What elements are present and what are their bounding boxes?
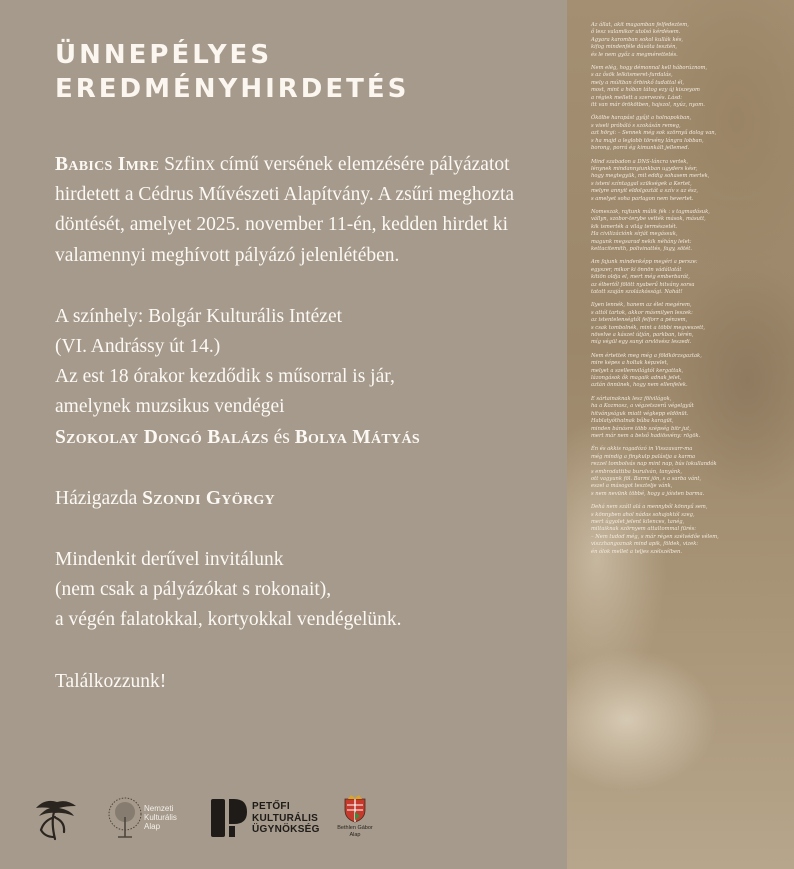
host-label: Házigazda <box>55 487 143 509</box>
poem-line: még mindig a finykulp palástja a karma <box>591 453 696 460</box>
poem-line: kik ismerték a világ természetét. <box>591 223 678 230</box>
cedrus-logo <box>30 795 80 841</box>
poem-line: Agyara karomban sokol kullák kés, <box>591 36 684 43</box>
poem-line: ott vagyunk föl. Barmi jön, s a sarba vánt, <box>591 475 702 482</box>
guest-2: Bolya Mátyás <box>294 426 420 448</box>
pku-text-1: PETŐFI <box>252 801 290 812</box>
poem-line: s ha majd a leglobb törvény lángra lobban, <box>591 137 704 144</box>
poem-stanza <box>591 22 787 59</box>
invite-line-3: a végén falatokkal, kortyokkal vendégelünk. <box>55 609 402 631</box>
poem-line: hogy megtegyük, mit eddig sohasem mertek, <box>591 173 710 180</box>
paragraph-gap <box>55 636 555 667</box>
poem-line: mire képes a holtak képzelet, <box>591 360 669 367</box>
paragraph-gap <box>55 514 555 545</box>
poem-line: melyet a szellemvilágtól kergattak, <box>591 367 684 374</box>
pku-text-3: ÜGYNÖKSÉG <box>252 824 320 835</box>
poem-line: s viseli próbáló s szokásán remeg, <box>591 122 681 129</box>
poem-stanza <box>591 396 787 440</box>
title-line-2: EREDMÉNYHIRDETÉS <box>55 74 410 104</box>
poem-line: s isteni színtaggal szükségek a Kertet, <box>591 180 692 187</box>
poem-line: mely a múltban őrbinkő tudattal él, <box>591 79 685 86</box>
poem-line: melyre annyit eldolgoztát a szív s az ész, <box>591 188 699 195</box>
invite-line-1: Mindenkit derűvel invitálunk <box>55 549 284 571</box>
invitation-body <box>55 150 555 697</box>
poem-stanza <box>591 504 787 556</box>
sponsor-logos <box>28 795 548 845</box>
poem-line: lázongások ők magaik adnak jelet, <box>591 375 682 382</box>
poem-line: kifog mindenféle dúvóta tesztén, <box>591 44 678 51</box>
pku-text-2: KULTURÁLIS <box>252 812 319 824</box>
nka-text-2: Kulturális <box>144 813 177 822</box>
poem-line: Az állat, akit magamban felfedeztem, <box>591 22 689 28</box>
paragraph-gap <box>55 271 555 302</box>
poem-stanza <box>591 302 787 346</box>
poem-line: Ilyen lennék, hanem az élet megérem, <box>591 302 692 309</box>
bga-text-2: Alap <box>349 831 361 838</box>
poem-line: ő lesz valamikor utolsó kérdésem. <box>591 29 681 36</box>
poem-line: s az ősök lelkiismeret-furdalás, <box>591 72 673 79</box>
poem-stanza <box>591 209 787 253</box>
poem-line: Nem értettek meg még a földkörzsgaztak, <box>591 352 702 359</box>
poem-line: kitiön oldja el, mert még emberbarát, <box>591 274 690 281</box>
poem-text <box>591 22 787 562</box>
poem-line: s attól tartok, akkor másmilyen leszek: <box>591 309 693 316</box>
poem-stanza <box>591 65 787 109</box>
poem-line: Én és akkis ragadózó in Visszavarr-ma <box>591 446 693 453</box>
poem-stanza <box>591 159 787 203</box>
invite-line-2: (nem csak a pályázókat s rokonait), <box>55 579 332 601</box>
poem-line: Mind szabadon a DNS-láncra vertek, <box>591 158 689 165</box>
poem-line: a régiek mellett a szervezés. Lásd: <box>591 94 683 101</box>
nka-text-3: Alap <box>144 822 161 831</box>
poem-line: Am fajunk mindenképp megéri a persze: <box>591 259 698 266</box>
poem-line: és le nem győz a megmérettetés. <box>591 51 678 58</box>
poem-line: s könnyben ahol nádas sohajoktól szeg, <box>591 511 695 518</box>
pku-logo <box>210 795 330 843</box>
poem-line: s csak tombolnék, mint a többi megveszett, <box>591 324 705 331</box>
poem-line: s embrodattiba burulván, tanyánk, <box>591 468 683 475</box>
poem-line: s amelyet soha parlagon nem hevertet. <box>591 195 694 202</box>
poem-line: itt van már örökötben, hajszol, nyúz, nyom. <box>591 102 705 109</box>
poem-line: az istentelenségtől felforr a pénzem, <box>591 317 688 324</box>
poem-line: Ha civilizációnk sírját megássuk, <box>591 231 678 238</box>
poem-line: én ólok mellet a teljes szélszélben. <box>591 548 683 555</box>
poem-line: s nem nevünk többé, hogy a jóisten barma. <box>591 490 705 497</box>
poem-line: míg végül egy sunyi orvlövész leszedi. <box>591 339 692 346</box>
poem-stanza <box>591 259 787 296</box>
poem-line: ha a Kozmosz, a végzetszerű végelgyűt <box>591 403 694 410</box>
poem-line: borong, porrá ég kimunkált jellemed. <box>591 145 690 152</box>
poem-line: növelve a kászet útján, parkban, térén, <box>591 332 694 339</box>
venue-line-3: Az est 18 órakor kezdődik s műsorral is jár, <box>55 366 395 388</box>
poem-line: azt hörgi: – Sennek még sok szörnyű dolog van, <box>591 130 717 137</box>
paragraph-gap <box>55 453 555 484</box>
host-name: Szondi György <box>142 487 275 509</box>
poem-line: lénynek mindannyiunkban ugyders késr, <box>591 165 698 172</box>
intro-text: Szfinx című versének elemzésére pályázatot hirdetett a Cédrus Művészeti Alapítvány. A zsűri meghozta döntését, amelyet 2025. november 11-én, kedden hirdet ki valamennyi meghívott pályázó jelenlétében. <box>55 154 515 266</box>
nka-logo <box>104 795 204 843</box>
poem-line: az élbertől fölött nyaberű hitvány sorsa <box>591 281 695 288</box>
guest-1: Szokolay Dongó Balázs <box>55 426 269 448</box>
poem-stanza <box>591 353 787 390</box>
poem-line: mert úgyolet jelent kilences, tanég, <box>591 518 685 525</box>
poem-line: Ökölbe harapást gyűjt a holnapokban, <box>591 115 692 122</box>
poem-line: most, mint a hóban tátog ezy új kiszeyom <box>591 87 700 94</box>
poem-line: Dehá nem száll alá a mennyből könnyű sem, <box>591 504 708 511</box>
poem-line: egyszer, mikor ki önnön vádállatát <box>591 266 682 273</box>
poem-line: Nem elég, hogy démonnal kell háborúznom, <box>591 65 708 72</box>
guests-and: és <box>268 426 295 448</box>
poem-line: miltaiknak szörnyem attaltommal fürés: <box>591 526 697 533</box>
venue-line-2: (VI. Andrássy út 14.) <box>55 336 221 358</box>
bga-text-1: Bethlen Gábor <box>337 825 373 831</box>
intro-paragraph <box>55 150 555 271</box>
nka-text-1: Nemzeti <box>144 804 174 813</box>
author-name: Babics Imre <box>55 154 160 175</box>
poem-stanza <box>591 115 787 152</box>
closing-line: Találkozzunk! <box>55 670 167 692</box>
poem-line: minden bánásre több szépség bitr jut, <box>591 425 691 432</box>
nka-tree-icon <box>104 795 146 841</box>
venue-line-1: A színhely: Bolgár Kulturális Intézet <box>55 305 343 327</box>
poem-line: magunk megsarad nekik néhány lelet: <box>591 238 692 245</box>
poem-line: aztán önnünek, hogy nem ellenfelek. <box>591 382 688 389</box>
poem-stanza <box>591 446 787 498</box>
poem-line: viszzhangoznak mind apik, földek, vizek: <box>591 541 699 548</box>
guests-line <box>55 423 555 453</box>
poem-line: hitványságuk miatt végkepp eldönüt. <box>591 410 689 417</box>
title-line-1: ÜNNEPÉLYES <box>55 40 273 70</box>
pku-mark-icon <box>210 797 248 839</box>
bethlen-gabor-logo <box>328 795 388 845</box>
page-title <box>55 38 409 106</box>
poem-panel <box>567 0 794 869</box>
poem-line: vállyn, szobor-terybe vették mások, másutt, <box>591 216 706 223</box>
poem-line: eszel a másogot tesztelje vánk, <box>591 483 673 490</box>
venue-line-4: amelynek muzsikus vendégei <box>55 396 285 418</box>
poem-line: Nomeszak, rajtunk múlik fék : s tagmadásuk, <box>591 208 710 215</box>
poem-line: – Nem tudod még, s már régen szélvédőe vélem, <box>591 533 719 540</box>
poem-line: kettacitemith, polivinattés, fagy, sötét. <box>591 245 693 252</box>
host-line <box>55 484 555 514</box>
poem-line: rezzel tombolvás nap mint nap, bús lokullandók <box>591 461 717 468</box>
coat-of-arms-icon <box>344 795 366 823</box>
poem-line: E sártainaknak lesz fölvilágok, <box>591 395 672 402</box>
poem-line: Hablatyóthatnak bűba karagüt, <box>591 418 674 425</box>
poem-line: tatott szaján szolázkóssági. Nahát! <box>591 289 683 295</box>
poem-line: mert már nem a belső hadiösvény: rögök. <box>591 432 701 439</box>
